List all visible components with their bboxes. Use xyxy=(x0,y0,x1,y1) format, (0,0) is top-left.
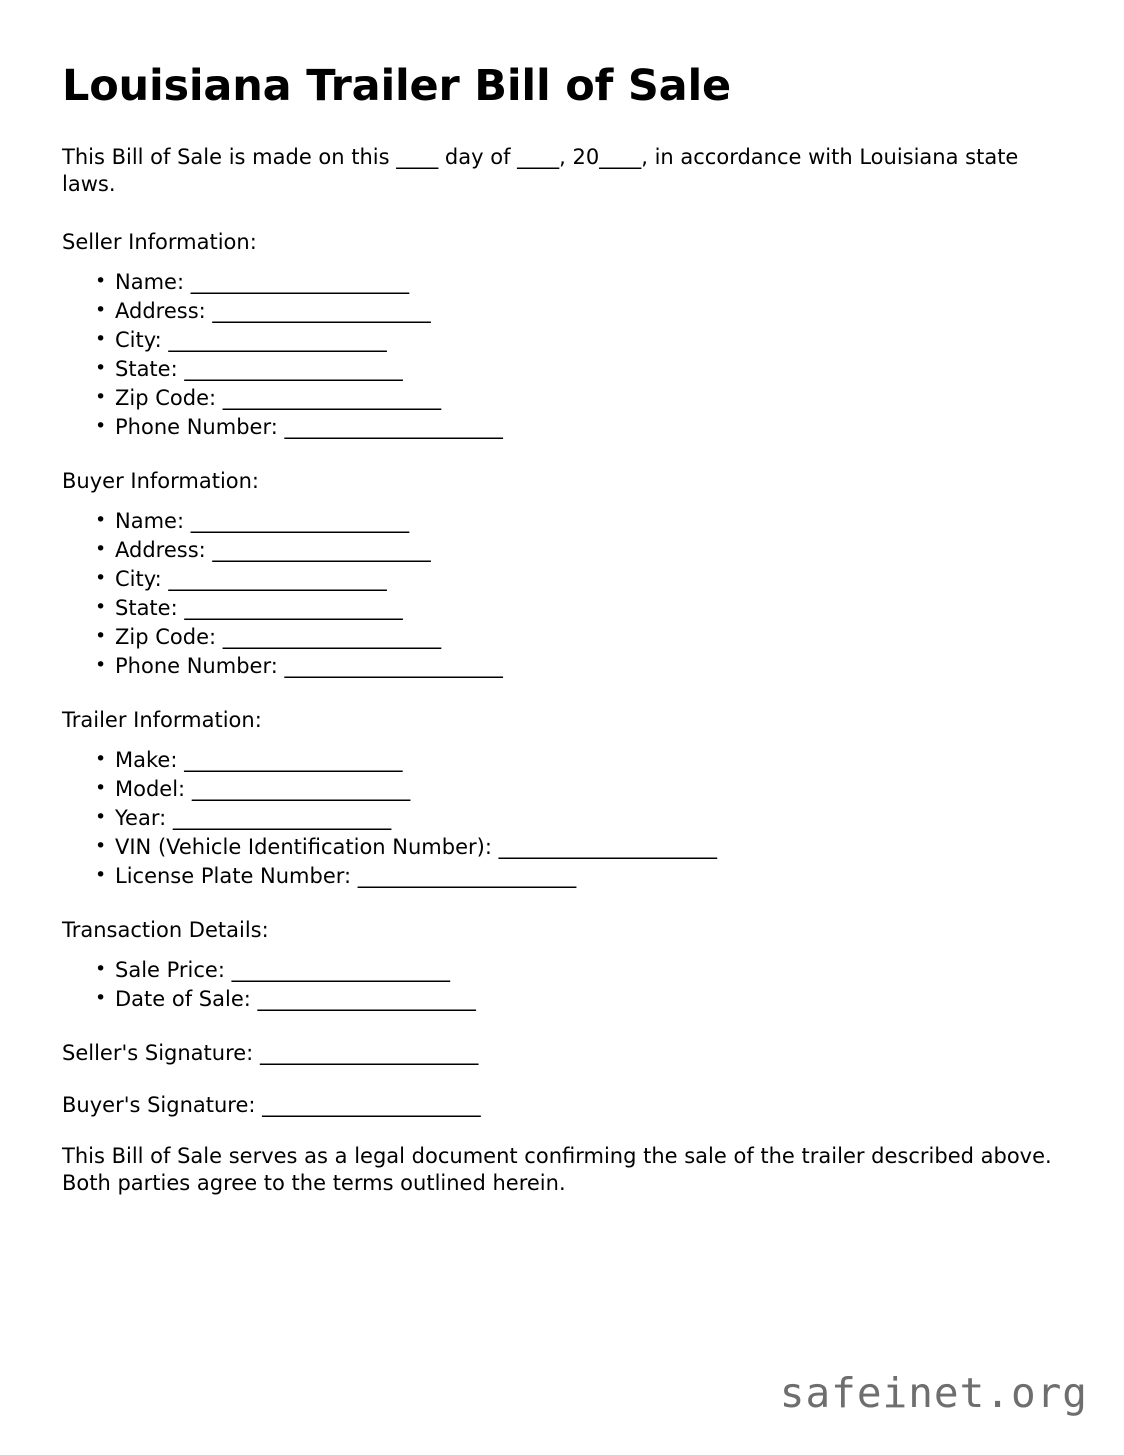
list-item xyxy=(62,746,1062,775)
list-item xyxy=(62,956,1062,985)
page-title: Louisiana Trailer Bill of Sale xyxy=(62,61,731,111)
field-blank[interactable]: ______________________ xyxy=(222,625,441,650)
field-label: Name: xyxy=(115,509,185,534)
document-content xyxy=(62,62,1062,1198)
field-blank[interactable]: ______________________ xyxy=(284,654,503,678)
list-item xyxy=(62,326,1062,355)
field-blank[interactable]: ______________________ xyxy=(190,509,409,534)
signature-blank[interactable]: ______________________ xyxy=(262,1092,480,1117)
list-item xyxy=(62,536,1062,565)
field-blank[interactable]: ______________________ xyxy=(498,835,717,860)
field-label: Sale Price: xyxy=(115,958,225,983)
signature-blank[interactable]: ______________________ xyxy=(259,1041,478,1066)
closing-paragraph: This Bill of Sale serves as a legal document confirming the sale of the trailer described above. Both parties agree to the terms outlined herein. xyxy=(62,1143,1052,1196)
list-item xyxy=(62,565,1062,594)
field-label: Make: xyxy=(115,748,178,773)
buyer-information-heading: Buyer Information: xyxy=(62,468,260,493)
trailer-information-heading: Trailer Information: xyxy=(62,707,262,732)
field-label: Address: xyxy=(115,538,206,563)
field-blank[interactable]: ______________________ xyxy=(184,748,402,773)
field-label: License Plate Number: xyxy=(115,864,352,889)
list-item xyxy=(62,507,1062,536)
field-blank[interactable]: ______________________ xyxy=(357,864,576,889)
field-label: Year: xyxy=(115,806,167,831)
list-item xyxy=(62,862,1062,891)
list-item xyxy=(62,804,1062,833)
field-blank[interactable]: ______________________ xyxy=(184,356,403,381)
field-label: Model: xyxy=(115,777,186,802)
field-blank[interactable]: ______________________ xyxy=(168,567,387,592)
list-item xyxy=(62,413,1062,442)
field-blank[interactable]: ______________________ xyxy=(222,385,441,410)
field-label: Phone Number: xyxy=(115,654,278,678)
field-label: Zip Code: xyxy=(115,385,217,410)
list-item xyxy=(62,594,1062,623)
buyer-signature-line xyxy=(62,1092,1062,1119)
intro-paragraph: This Bill of Sale is made on this ____ day of ____, 20____, in accordance with Louisiana state laws. xyxy=(62,145,1019,197)
field-blank[interactable]: ______________________ xyxy=(212,538,431,563)
field-label: State: xyxy=(115,596,178,621)
field-label: VIN (Vehicle Identification Number): xyxy=(115,835,492,860)
signature-label: Seller's Signature: xyxy=(62,1041,254,1066)
transaction-details-heading: Transaction Details: xyxy=(62,918,269,943)
seller-signature-line xyxy=(62,1040,1062,1067)
field-blank[interactable]: ______________________ xyxy=(284,414,503,439)
field-blank[interactable]: ______________________ xyxy=(172,806,391,831)
list-item xyxy=(62,652,1062,681)
list-item xyxy=(62,833,1062,862)
field-label: Zip Code: xyxy=(115,625,217,650)
field-blank[interactable]: ______________________ xyxy=(212,299,431,324)
field-blank[interactable]: ______________________ xyxy=(231,958,450,983)
list-item xyxy=(62,384,1062,413)
list-item xyxy=(62,268,1062,297)
signature-label: Buyer's Signature: xyxy=(62,1092,256,1117)
list-item xyxy=(62,297,1062,326)
field-label: City: xyxy=(115,567,162,592)
field-label: Date of Sale: xyxy=(115,987,251,1012)
field-label: State: xyxy=(115,356,178,381)
field-blank[interactable]: ______________________ xyxy=(257,987,476,1012)
seller-field-list xyxy=(62,268,1062,442)
transaction-field-list xyxy=(62,956,1062,1014)
field-label: Address: xyxy=(115,299,206,324)
list-item xyxy=(62,355,1062,384)
list-item xyxy=(62,623,1062,652)
site-watermark: safeinet.org xyxy=(779,1369,1088,1417)
field-label: Phone Number: xyxy=(115,414,278,439)
field-blank[interactable]: ______________________ xyxy=(168,327,387,352)
trailer-field-list xyxy=(62,746,1062,891)
field-label: Name: xyxy=(115,270,185,295)
buyer-field-list xyxy=(62,507,1062,681)
field-blank[interactable]: ______________________ xyxy=(184,596,403,621)
seller-information-heading: Seller Information: xyxy=(62,229,257,254)
field-blank[interactable]: ______________________ xyxy=(191,777,410,802)
list-item xyxy=(62,775,1062,804)
list-item xyxy=(62,985,1062,1014)
field-label: City: xyxy=(115,327,162,352)
field-blank[interactable]: ______________________ xyxy=(190,270,409,295)
